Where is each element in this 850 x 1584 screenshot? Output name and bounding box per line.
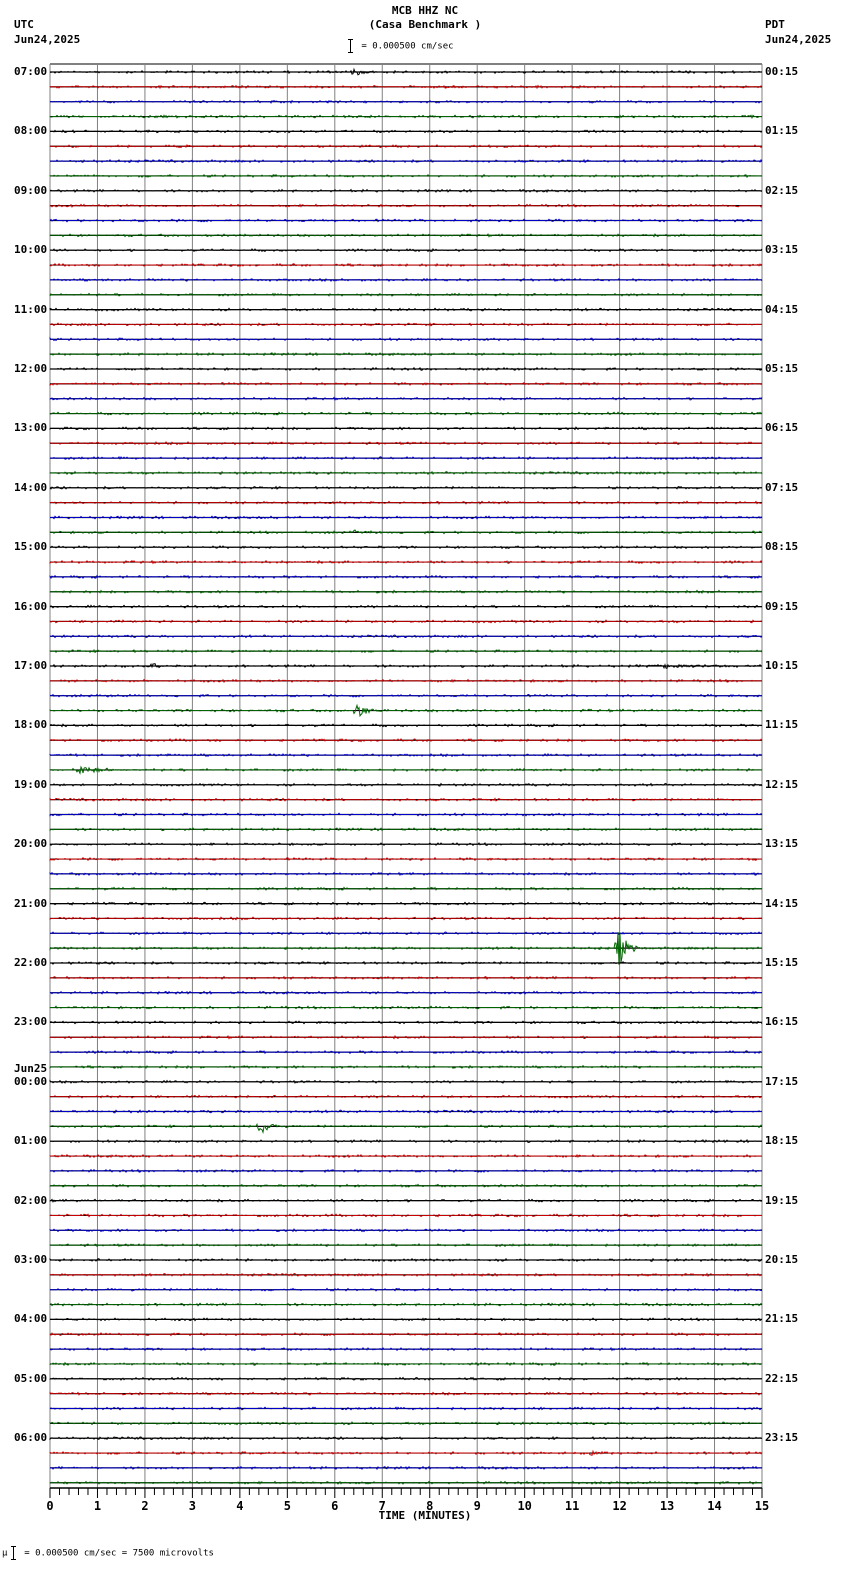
- utc-hour-label: 13:00: [14, 421, 48, 435]
- trace-64: [50, 1021, 762, 1023]
- trace-85: [50, 1333, 762, 1336]
- trace-33: [50, 561, 762, 564]
- trace-41: [50, 680, 762, 683]
- utc-hour-label: 03:00: [14, 1253, 48, 1266]
- trace-73: [50, 1155, 762, 1158]
- trace-94: [50, 1467, 762, 1469]
- utc-hour-label: 20:00: [14, 837, 48, 851]
- header-scale-label: = 0.000500 cm/sec: [361, 41, 454, 52]
- utc-hour-label: 23:00: [14, 1015, 48, 1029]
- pdt-hour-label: 21:15: [765, 1312, 799, 1326]
- x-tick-label: 2: [141, 1499, 149, 1513]
- trace-23: [50, 412, 762, 415]
- utc-hour-label: 05:00: [14, 1371, 48, 1385]
- pdt-hour-label: 11:15: [765, 718, 799, 732]
- trace-72: [50, 1140, 762, 1142]
- trace-31: [50, 530, 762, 534]
- trace-17: [50, 323, 762, 326]
- trace-3: [50, 115, 762, 118]
- x-tick-label: 10: [517, 1499, 532, 1513]
- trace-46: [50, 754, 762, 756]
- pdt-hour-label: 20:15: [765, 1253, 799, 1266]
- footer-scale-bar-icon: [13, 1546, 19, 1560]
- trace-52: [50, 843, 762, 845]
- trace-62: [50, 992, 762, 994]
- trace-66: [50, 1051, 762, 1053]
- trace-35: [50, 591, 762, 594]
- utc-hour-label: 21:00: [14, 896, 48, 910]
- trace-45: [50, 739, 762, 742]
- trace-47: [50, 767, 762, 773]
- trace-57: [50, 917, 762, 920]
- trace-42: [50, 695, 762, 697]
- trace-92: [50, 1437, 762, 1439]
- trace-8: [50, 190, 762, 192]
- trace-79: [50, 1244, 762, 1247]
- trace-67: [50, 1066, 762, 1069]
- trace-20: [50, 368, 762, 370]
- x-tick-label: 1: [93, 1499, 102, 1513]
- utc-hour-label: 06:00: [14, 1431, 48, 1445]
- trace-50: [50, 813, 762, 815]
- utc-hour-label: 16:00: [14, 599, 48, 613]
- x-tick-label: 14: [707, 1499, 722, 1513]
- trace-30: [50, 516, 762, 518]
- trace-51: [50, 828, 762, 831]
- pdt-hour-label: 09:15: [765, 599, 799, 613]
- trace-5: [50, 145, 762, 148]
- x-tick-label: 12: [612, 1499, 627, 1513]
- trace-29: [50, 501, 762, 504]
- trace-82: [50, 1289, 762, 1291]
- pdt-hour-label: 18:15: [765, 1134, 799, 1148]
- trace-39: [50, 650, 762, 653]
- trace-10: [50, 219, 762, 221]
- x-tick-label: 4: [236, 1499, 244, 1513]
- pdt-hour-label: 05:15: [765, 362, 799, 375]
- trace-89: [50, 1392, 762, 1395]
- right-timezone: PDT: [765, 18, 785, 31]
- x-tick-label: 9: [473, 1499, 481, 1513]
- date-change-label: Jun25: [14, 1061, 48, 1075]
- x-tick-label: 3: [188, 1499, 197, 1513]
- x-tick-label: 5: [283, 1499, 291, 1513]
- trace-56: [50, 902, 762, 904]
- trace-44: [50, 724, 762, 726]
- trace-7: [50, 175, 762, 178]
- pdt-hour-label: 16:15: [765, 1015, 799, 1029]
- x-tick-label: 6: [331, 1499, 339, 1513]
- x-tick-label: 0: [46, 1499, 54, 1513]
- trace-59: [50, 932, 762, 965]
- x-tick-label: 8: [426, 1499, 434, 1513]
- trace-25: [50, 442, 762, 445]
- left-timezone: UTC: [14, 18, 34, 31]
- utc-hour-label: 01:00: [14, 1134, 48, 1148]
- utc-hour-label: 14:00: [14, 480, 48, 494]
- utc-hour-label: 07:00: [14, 65, 48, 78]
- trace-12: [50, 249, 762, 251]
- trace-2: [50, 101, 762, 103]
- utc-hour-label: 04:00: [14, 1312, 48, 1326]
- pdt-hour-label: 07:15: [765, 480, 799, 494]
- pdt-hour-label: 08:15: [765, 540, 799, 554]
- utc-hour-label: 08:00: [14, 124, 48, 138]
- pdt-hour-label: 19:15: [765, 1193, 799, 1207]
- trace-70: [50, 1110, 762, 1112]
- pdt-hour-label: 00:15: [765, 65, 799, 78]
- utc-hour-label: 17:00: [14, 659, 48, 672]
- utc-hour-label: 02:00: [14, 1193, 48, 1207]
- trace-37: [50, 620, 762, 623]
- trace-34: [50, 576, 762, 578]
- pdt-hour-label: 17:15: [765, 1074, 799, 1088]
- station-title: MCB HHZ NC: [391, 4, 459, 17]
- pdt-hour-label: 14:15: [765, 896, 799, 910]
- trace-9: [50, 204, 762, 207]
- utc-hour-label: 19:00: [14, 777, 48, 791]
- trace-53: [50, 858, 762, 861]
- utc-hour-label: 00:00: [14, 1074, 48, 1088]
- utc-hour-label: 11:00: [14, 302, 48, 316]
- pdt-hour-label: 01:15: [765, 124, 799, 138]
- footer-scale-label: = 0.000500 cm/sec = 7500 microvolts: [24, 1548, 214, 1559]
- trace-22: [50, 398, 762, 400]
- footer-scale: [2, 1546, 214, 1560]
- left-date: Jun24,2025: [14, 33, 81, 46]
- site-name: (Casa Benchmark ): [368, 18, 482, 31]
- trace-19: [50, 353, 762, 356]
- trace-6: [50, 160, 762, 162]
- pdt-hour-label: 12:15: [765, 777, 799, 791]
- trace-80: [50, 1259, 762, 1261]
- trace-78: [50, 1229, 762, 1231]
- trace-88: [50, 1378, 762, 1380]
- x-tick-label: 13: [659, 1499, 675, 1513]
- utc-hour-label: 18:00: [14, 718, 48, 732]
- trace-13: [50, 264, 762, 267]
- trace-54: [50, 873, 762, 875]
- trace-28: [50, 487, 762, 489]
- trace-49: [50, 798, 762, 801]
- utc-hour-label: 22:00: [14, 956, 48, 969]
- right-date: Jun24,2025: [765, 33, 832, 46]
- pdt-hour-label: 02:15: [765, 183, 799, 197]
- micro-symbol: μ: [2, 1548, 8, 1559]
- trace-71: [50, 1124, 762, 1132]
- trace-24: [50, 427, 762, 429]
- trace-84: [50, 1318, 762, 1320]
- trace-69: [50, 1095, 762, 1098]
- x-tick-label: 7: [378, 1499, 386, 1513]
- pdt-hour-label: 03:15: [765, 243, 799, 257]
- pdt-hour-label: 04:15: [765, 302, 799, 316]
- trace-81: [50, 1274, 762, 1277]
- utc-hour-label: 09:00: [14, 183, 48, 197]
- x-tick-label: 15: [754, 1499, 770, 1513]
- x-tick-label: 11: [564, 1499, 580, 1513]
- pdt-hour-label: 23:15: [765, 1431, 799, 1445]
- x-axis-label: TIME (MINUTES): [378, 1509, 472, 1522]
- trace-55: [50, 888, 762, 891]
- trace-18: [50, 338, 762, 340]
- trace-83: [50, 1303, 762, 1306]
- trace-21: [50, 383, 762, 386]
- trace-48: [50, 784, 762, 786]
- utc-hour-label: 10:00: [14, 243, 48, 257]
- pdt-hour-label: 06:15: [765, 421, 799, 435]
- trace-87: [50, 1363, 762, 1366]
- pdt-hour-label: 22:15: [765, 1371, 799, 1385]
- trace-1: [50, 86, 762, 89]
- trace-76: [50, 1199, 762, 1201]
- pdt-hour-label: 15:15: [765, 956, 799, 969]
- utc-hour-label: 15:00: [14, 540, 48, 554]
- utc-hour-label: 12:00: [14, 362, 48, 375]
- pdt-hour-label: 13:15: [765, 837, 799, 851]
- pdt-hour-label: 10:15: [765, 659, 799, 672]
- trace-68: [50, 1081, 762, 1083]
- trace-93: [50, 1451, 762, 1455]
